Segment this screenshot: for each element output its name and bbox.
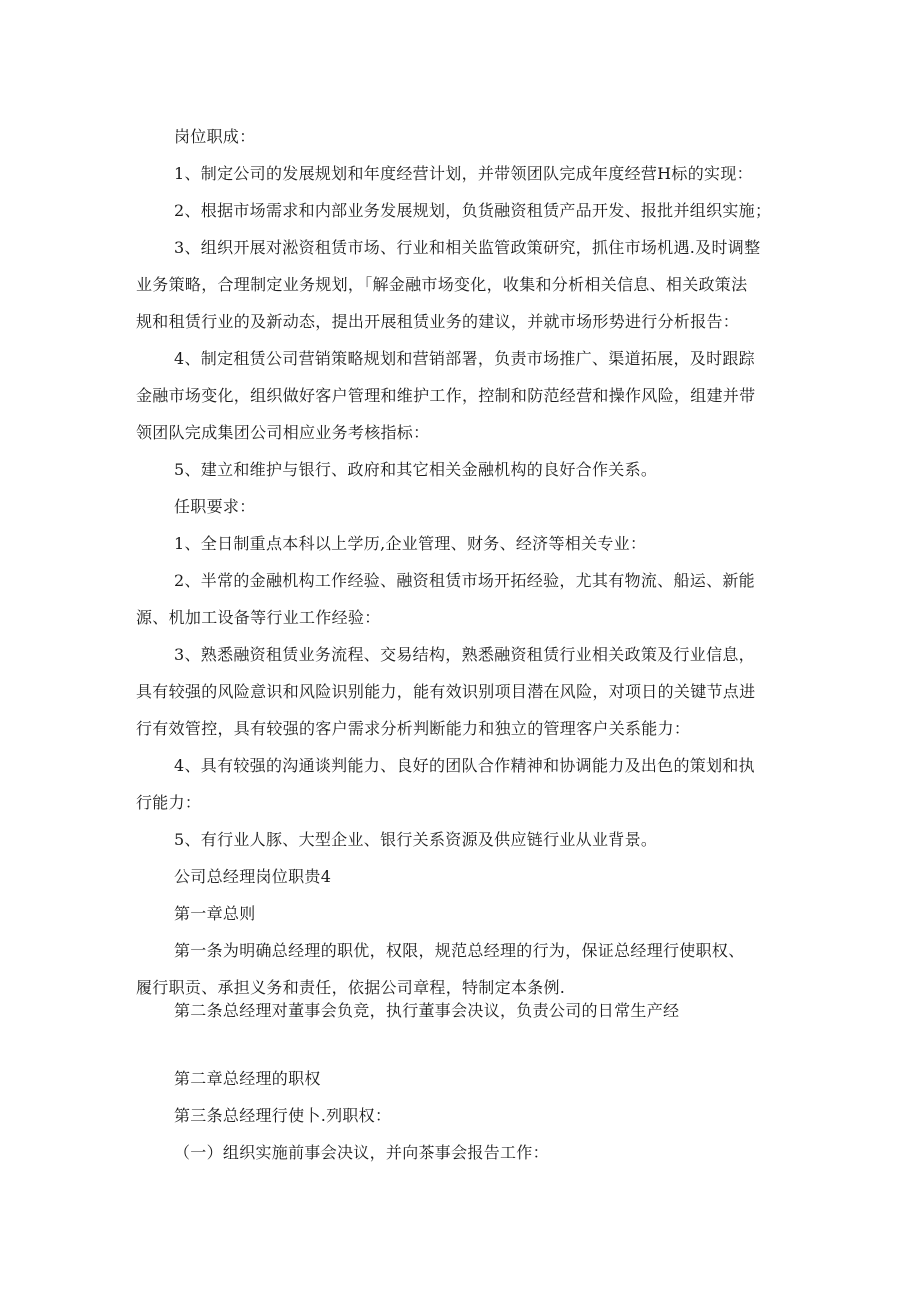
chapter-title-2: [136, 1060, 796, 1097]
text-line: 源、机加工设备等行业工作经验：: [136, 608, 381, 627]
text-line: 公司总经理岗位职贵4: [174, 867, 332, 886]
text-line: （一）组织实施前事会决议，并向茶事会报告工作：: [174, 1143, 549, 1162]
text-line: 规和租赁行业的及新动态，提出开展租赁业务的建议，并就市场形势进行分析报告：: [136, 312, 740, 331]
text-line: 具有较强的风险意识和风险识别能力，能有效识别项目潜在风险，对项日的关键节点进: [136, 682, 756, 701]
text-line: 2、半常的金融机构工作经验、融资租赁市场开拓经验，尤其有物流、船运、新能: [174, 571, 755, 590]
text-line: 行有效管控，具有较强的客户需求分析判断能力和独立的管理客户关系能力：: [136, 719, 691, 738]
article-3: [136, 1097, 796, 1134]
requirement-item-5: [136, 821, 796, 858]
text-line: 2、根据市场需求和内部业务发展规划，负货融资租赁产品开发、报批并组织实施；: [174, 201, 772, 220]
duty-item-5: [136, 451, 796, 488]
requirement-item-2: [136, 562, 796, 636]
text-line: 4、具有较强的沟通谈判能力、良好的团队合作精神和协调能力及出色的策划和执: [174, 756, 755, 775]
requirement-item-3: [136, 636, 796, 747]
text-line: 第一条为明确总经理的职优，权限，规范总经理的行为，保证总经理行使职权、: [174, 941, 745, 960]
duty-item-3: [136, 229, 796, 340]
duty-item-2: [136, 192, 796, 229]
text-line: 领团队完成集团公司相应业务考核指标：: [136, 423, 430, 442]
heading-requirements: [136, 488, 796, 525]
article-2: [136, 992, 796, 1029]
text-line: 3、组织开展对淞资租赁市场、行业和相关监管政策研究，抓住市场机遇.及时调整: [174, 238, 761, 257]
text-line: 第一章总则: [174, 904, 256, 923]
text-line: 金融市场变化，组织做好客户管理和维护工作，控制和防范经营和操作风险，组建并带: [136, 386, 756, 405]
text-line: 第二章总经理的职权: [174, 1069, 321, 1088]
duty-item-1: [136, 155, 796, 192]
text-line: 3、熟悉融资租赁业务流程、交易结构，熟悉融资租赁行业相关政策及行业信息，: [174, 645, 755, 664]
heading-job-duties: [136, 118, 796, 155]
section-title-gm-duties: [136, 858, 796, 895]
duty-item-4: [136, 340, 796, 451]
text-line: 业务策略，合理制定业务规划，「解金融市场变化，收集和分析相关信息、相关政策法: [136, 275, 748, 294]
requirement-item-4: [136, 747, 796, 821]
text-line: 任职要求：: [174, 497, 256, 516]
text-line: 第二条总经理对董事会负竞，执行董事会决议，负责公司的日常生产经: [174, 1001, 680, 1020]
text-line: 1、全日制重点本科以上学历,企业管理、财务、经济等相关专业：: [174, 534, 647, 553]
text-line: 5、建立和维护与银行、政府和其它相关金融机构的良好合作关系。: [174, 460, 658, 479]
text-line: 5、有行业人豚、大型企业、银行关系资源及供应链行业从业背景。: [174, 830, 658, 849]
text-line: 岗位职成：: [174, 127, 256, 146]
chapter-title-1: [136, 895, 796, 932]
text-line: 1、制定公司的发展规划和年度经营计划，并带领团队完成年度经营H标的实现：: [174, 164, 753, 183]
requirement-item-1: [136, 525, 796, 562]
text-line: 4、制定租赁公司营销策略规划和营销部署，负责市场推广、渠道拓展，及时跟踪: [174, 349, 755, 368]
article-3-item-1: [136, 1134, 796, 1171]
text-line: 第三条总经理行使卜.列职权：: [174, 1106, 392, 1125]
text-line: 行能力：: [136, 793, 202, 812]
text-line: 履行职贡、承担义务和责任，依据公司章程，特制定本条例.: [136, 978, 566, 997]
